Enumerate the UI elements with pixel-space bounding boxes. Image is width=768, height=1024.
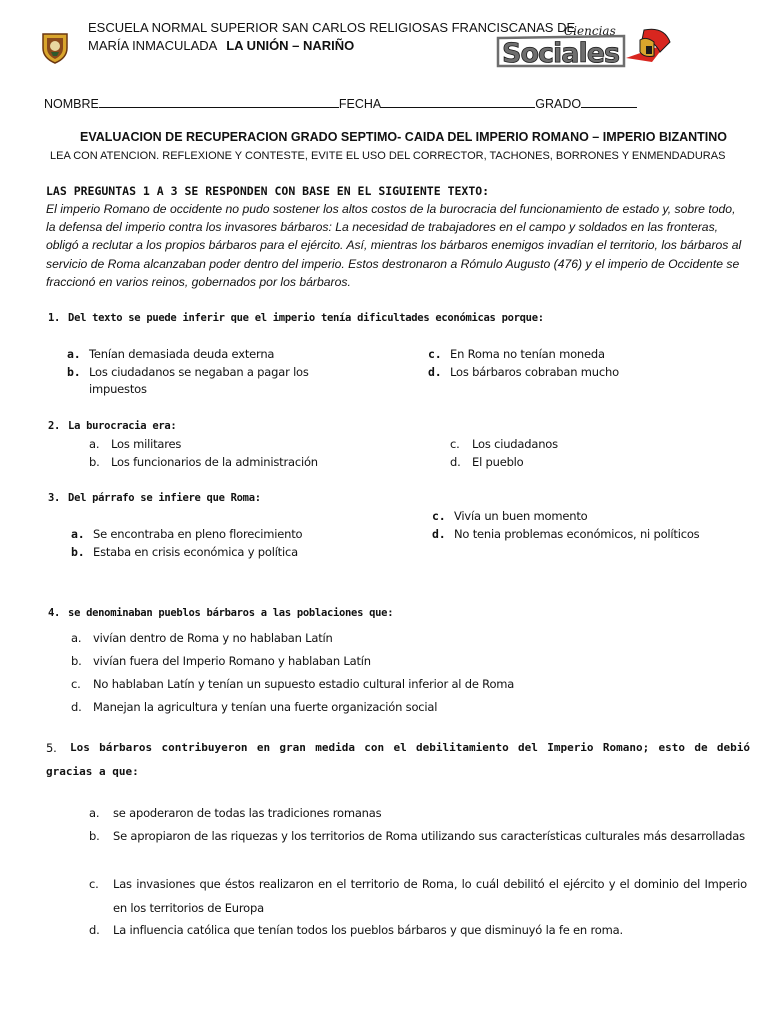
option-letter: a.: [89, 806, 100, 820]
logo-text-top: Ciencias: [564, 24, 616, 38]
option-letter: b.: [71, 545, 85, 559]
option-text: Se encontraba en pleno florecimiento: [93, 527, 303, 541]
page-title: EVALUACION DE RECUPERACION GRADO SEPTIMO- CAIDA DEL IMPERIO ROMANO – IMPERIO BIZANTINO: [80, 130, 728, 144]
option-4c[interactable]: [71, 677, 514, 691]
option-text: vivían dentro de Roma y no hablaban Latín: [93, 631, 333, 645]
option-3b[interactable]: [71, 545, 298, 559]
school-crest-icon: [40, 30, 70, 64]
option-text: se apoderaron de todas las tradiciones romanas: [113, 806, 382, 820]
option-text: vivían fuera del Imperio Romano y hablaban Latín: [93, 654, 371, 668]
question-number: 4.: [48, 607, 61, 619]
option-text: Los militares: [111, 437, 182, 451]
ciencias-sociales-logo: [494, 22, 676, 70]
option-letter: a.: [71, 631, 82, 645]
option-5d[interactable]: [89, 918, 747, 942]
option-letter: d.: [450, 455, 461, 469]
date-label: FECHA: [338, 97, 382, 111]
option-text: Manejan la agricultura y tenían una fuerte organización social: [93, 700, 438, 714]
option-5a[interactable]: [89, 801, 747, 825]
question-number: 3.: [48, 492, 61, 504]
option-5b[interactable]: [89, 824, 747, 848]
option-letter: c.: [89, 877, 99, 891]
option-1d[interactable]: [428, 365, 619, 379]
option-text: impuestos: [89, 382, 147, 396]
option-text: Los ciudadanos: [472, 437, 558, 451]
option-2d[interactable]: [450, 455, 524, 469]
option-text: Se apropiaron de las riquezas y los territorios de Roma utilizando sus características culturales más desarrolladas: [113, 829, 745, 843]
question-text: Los bárbaros contribuyeron en gran medida con el debilitamiento del Imperio Romano; esto de debió gracias a que:: [46, 741, 750, 778]
option-letter: a.: [89, 437, 100, 451]
option-1b-cont: [89, 382, 147, 396]
option-4b[interactable]: [71, 654, 371, 668]
name-blank[interactable]: [99, 107, 339, 108]
option-letter: c.: [428, 347, 442, 361]
question-2: [48, 420, 176, 432]
name-label: NOMBRE: [44, 97, 99, 111]
school-name-line2: [88, 37, 354, 54]
option-letter: d.: [432, 527, 446, 541]
grade-blank[interactable]: [581, 107, 637, 108]
option-text: Las invasiones que éstos realizaron en el territorio de Roma, lo cuál debilitó el ejército y el dominio del Imperio en los territorios de Europa: [113, 877, 747, 915]
option-letter: b.: [89, 455, 100, 469]
option-text: La influencia católica que tenían todos los pueblos bárbaros y que disminuyó la fe en roma.: [113, 923, 623, 937]
question-1: [48, 312, 544, 324]
option-letter: c.: [450, 437, 460, 451]
question-number: 2.: [48, 420, 61, 432]
school-name-line1: ESCUELA NORMAL SUPERIOR SAN CARLOS RELIGIOSAS FRANCISCANAS DE: [88, 20, 576, 35]
option-letter: a.: [71, 527, 85, 541]
logo-text-main: Sociales: [502, 38, 620, 69]
option-letter: b.: [67, 365, 81, 379]
option-3c[interactable]: [432, 509, 588, 523]
option-letter: b.: [89, 829, 100, 843]
question-number: 1.: [48, 312, 61, 324]
instructions: LEA CON ATENCION. REFLEXIONE Y CONTESTE, EVITE EL USO DEL CORRECTOR, TACHONES, BORRONES Y ENMENDADURAS: [50, 150, 726, 162]
option-5c[interactable]: [89, 872, 747, 920]
option-text: No tenia problemas económicos, ni políticos: [454, 527, 700, 541]
question-3: [48, 492, 261, 504]
passage-text: El imperio Romano de occidente no pudo sostener los altos costos de la burocracia del funcionamiento de estado y, sobre todo, la defensa del imperio contra los invasores bárbaros: La necesidad de trabajadores en el campo y soldados en las fronteras, obligó a reclutar a los propios bárbaros para el ejército. Así, mientras los bárbaros enemigos invadían el territorio, los bárbaros al servicio de Roma alcanzaban poder dentro del imperio. Estos destronaron a Rómulo Augusto (476) y el imperio de Occidente se fraccionó en varios reinos, gobernados por los bárbaros.: [46, 202, 742, 289]
option-1a[interactable]: [67, 347, 274, 361]
option-2c[interactable]: [450, 437, 558, 451]
option-text: Los ciudadanos se negaban a pagar los: [89, 365, 309, 379]
option-text: Los funcionarios de la administración: [111, 455, 318, 469]
option-letter: c.: [432, 509, 446, 523]
option-text: Tenían demasiada deuda externa: [89, 347, 275, 361]
option-text: En Roma no tenían moneda: [450, 347, 605, 361]
question-text: Del párrafo se infiere que Roma:: [68, 492, 261, 504]
question-text: Del texto se puede inferir que el imperio tenía dificultades económicas porque:: [68, 312, 544, 324]
option-letter: d.: [89, 923, 100, 937]
question-4: [48, 607, 393, 619]
option-text: Estaba en crisis económica y política: [93, 545, 298, 559]
school-name-line2-a: MARÍA INMACULADA: [88, 38, 217, 53]
grade-label: GRADO: [535, 97, 582, 111]
school-location: LA UNIÓN – NARIÑO: [226, 38, 355, 53]
passage-heading: LAS PREGUNTAS 1 A 3 SE RESPONDEN CON BASE EN EL SIGUIENTE TEXTO:: [46, 184, 490, 198]
option-letter: a.: [67, 347, 81, 361]
option-text: No hablaban Latín y tenían un supuesto estadio cultural inferior al de Roma: [93, 677, 515, 691]
date-blank[interactable]: [381, 107, 535, 108]
student-fields-row: [44, 97, 637, 111]
question-5-text: [46, 736, 750, 784]
option-text: Los bárbaros cobraban mucho: [450, 365, 619, 379]
option-4d[interactable]: [71, 700, 437, 714]
question-text: se denominaban pueblos bárbaros a las poblaciones que:: [68, 607, 394, 619]
option-letter: d.: [428, 365, 442, 379]
option-2b[interactable]: [89, 455, 318, 469]
option-text: Vivía un buen momento: [454, 509, 588, 523]
option-letter: c.: [71, 677, 81, 691]
option-3d[interactable]: [432, 527, 699, 541]
option-1b[interactable]: [67, 365, 309, 379]
option-text: El pueblo: [472, 455, 524, 469]
option-letter: d.: [71, 700, 82, 714]
option-letter: b.: [71, 654, 82, 668]
option-3a[interactable]: [71, 527, 302, 541]
option-2a[interactable]: [89, 437, 181, 451]
option-1c[interactable]: [428, 347, 605, 361]
question-text: La burocracia era:: [68, 420, 177, 432]
question-5-number: 5.: [46, 741, 57, 755]
option-4a[interactable]: [71, 631, 333, 645]
